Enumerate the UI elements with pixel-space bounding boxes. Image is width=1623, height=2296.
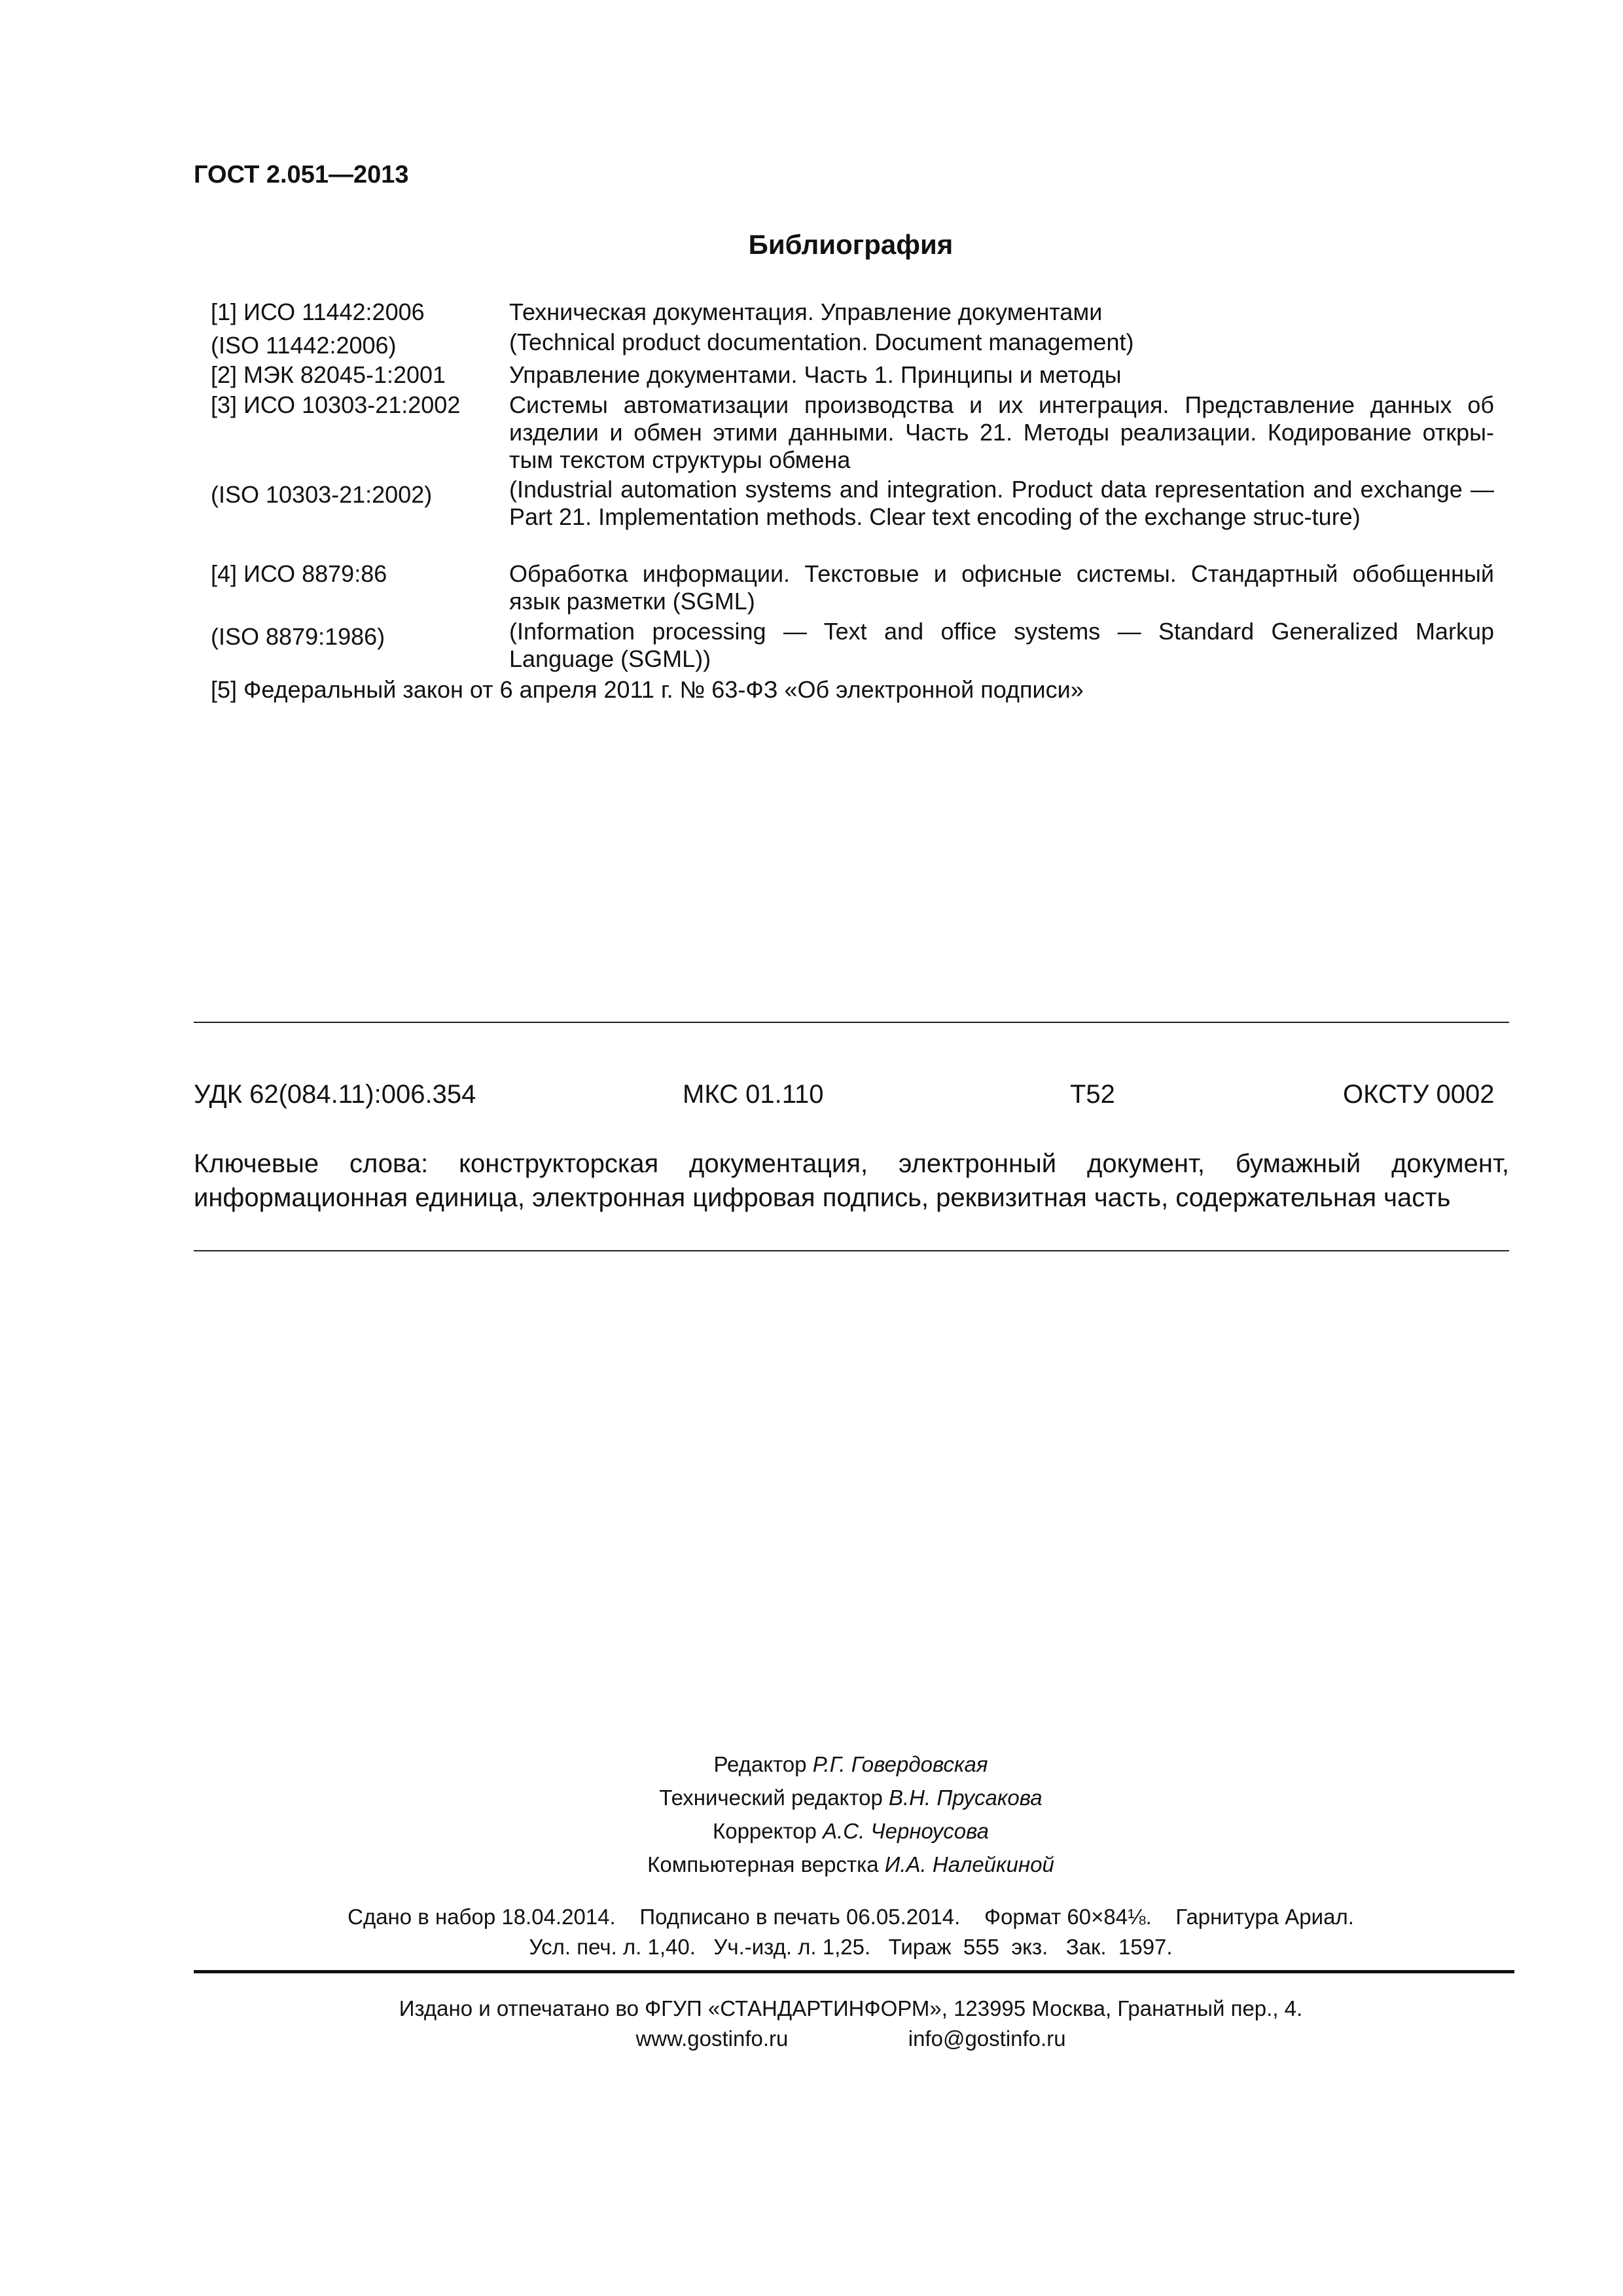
print-info-line2: Усл. печ. л. 1,40. Уч.-изд. л. 1,25. Тираж 555 экз. Зак. 1597. xyxy=(529,1935,1173,1959)
ref-title: Обработка информации. Текстовые и офисные системы. Стандартный обобщенный язык разметки (SGML) xyxy=(509,560,1494,615)
divider-top xyxy=(194,1022,1509,1023)
ref-title: Техническая документация. Управление документами xyxy=(509,298,1103,325)
ref-code: (ISO 8879:1986) xyxy=(211,623,385,650)
divider-middle xyxy=(194,1250,1509,1251)
credit-label: Технический редактор xyxy=(659,1785,883,1810)
ref-title: Управление документами. Часть 1. Принципы и методы xyxy=(509,361,1122,388)
credit-name: В.Н. Прусакова xyxy=(888,1785,1043,1810)
publisher-line: Издано и отпечатано во ФГУП «СТАНДАРТИНФОРМ», 123995 Москва, Гранатный пер., 4. xyxy=(399,1996,1303,2020)
credits-block xyxy=(0,1748,1623,1881)
ref-code: [1] ИСО 11442:2006 xyxy=(211,298,425,325)
credit-tech-editor xyxy=(0,1781,1623,1814)
udk-code: УДК 62(084.11):006.354 xyxy=(194,1080,476,1109)
divider-bottom xyxy=(194,1970,1514,1973)
ref-code: (ISO 10303-21:2002) xyxy=(211,481,433,508)
credit-label: Компьютерная верстка xyxy=(647,1852,879,1876)
publisher-contacts xyxy=(0,2024,1623,2054)
ref-title: Системы автоматизации производства и их интеграция. Представление данных об изделии и обмен этими данными. Часть 21. Методы реализации. Кодирование откры-тым текстом структуры обмена xyxy=(509,391,1494,473)
ref-5-full: [5] Федеральный закон от 6 апреля 2011 г. № 63-ФЗ «Об электронной подписи» xyxy=(211,676,1084,703)
ref-title: (Technical product documentation. Document management) xyxy=(509,329,1134,355)
ref-code: [2] МЭК 82045-1:2001 xyxy=(211,361,446,388)
t-code: Т52 xyxy=(1070,1080,1115,1109)
ref-title: (Information processing — Text and office systems — Standard Generalized Markup Language (SGML)) xyxy=(509,618,1494,672)
ref-title: (Industrial automation systems and integration. Product data representation and exchange — Part 21. Implementation methods. Clear text encoding of the exchange struc-ture) xyxy=(509,476,1494,530)
credit-label: Корректор xyxy=(713,1819,817,1843)
credit-name: И.А. Налейкиной xyxy=(884,1852,1054,1876)
print-info-line1: Сдано в набор 18.04.2014. Подписано в печать 06.05.2014. Формат 60×84⅛. Гарнитура Ариал. xyxy=(348,1905,1354,1929)
credit-name: А.С. Черноусова xyxy=(823,1819,989,1843)
credit-name: Р.Г. Говердовская xyxy=(812,1752,988,1776)
ref-code: [4] ИСО 8879:86 xyxy=(211,560,387,587)
okstu-code: ОКСТУ 0002 xyxy=(1343,1080,1495,1109)
publisher-website: www.gostinfo.ru xyxy=(635,2026,789,2051)
ref-code: [3] ИСО 10303-21:2002 xyxy=(211,391,461,418)
mks-code: МКС 01.110 xyxy=(683,1080,824,1109)
credit-label: Редактор xyxy=(713,1752,807,1776)
credit-proofreader xyxy=(0,1814,1623,1848)
keywords: Ключевые слова: конструкторская документация, электронный документ, бумажный документ, информационная единица, электронная цифровая подпись, реквизитная часть, содержательная часть xyxy=(194,1149,1509,1212)
ref-code: (ISO 11442:2006) xyxy=(211,332,397,359)
credit-editor xyxy=(0,1748,1623,1781)
credit-layout xyxy=(0,1848,1623,1881)
document-code-header: ГОСТ 2.051—2013 xyxy=(194,161,409,188)
bibliography-title: Библиография xyxy=(748,229,954,260)
publisher-email: info@gostinfo.ru xyxy=(908,2026,1066,2051)
